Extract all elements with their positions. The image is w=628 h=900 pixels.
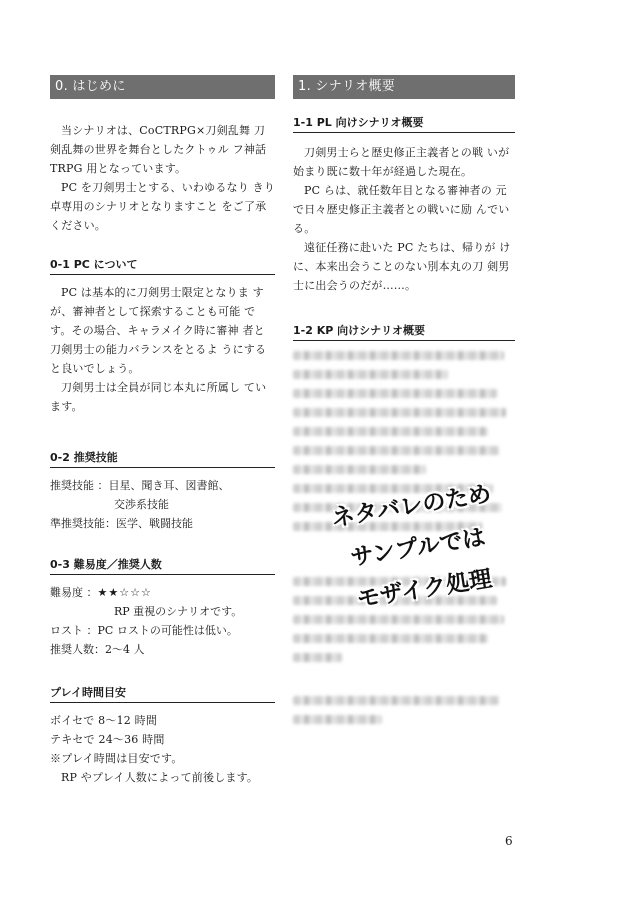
star-rating: ★★☆☆☆	[97, 586, 152, 599]
def-term: 準推奨技能：	[50, 517, 116, 530]
def-value: 2～4 人	[105, 643, 145, 656]
stamp-line: ネタバレのため	[329, 481, 493, 532]
def-value: 目星、聞き耳、図書館、	[108, 479, 230, 492]
def-term: 推奨技能 ：	[50, 479, 109, 492]
subheading-kp: 1-2 KP 向けシナリオ概要	[293, 323, 515, 341]
pl-paragraph: 遠征任務に赴いた PC たちは、帰りが けに、本来出会うことのない別本丸の刀 剣男士に出会うのだが……。	[293, 241, 511, 292]
section-heading-overview: 1. シナリオ概要	[293, 75, 515, 99]
subheading-difficulty: 0-3 難易度／推奨人数	[50, 557, 275, 575]
subheading-pl: 1-1 PL 向けシナリオ概要	[293, 115, 515, 133]
playtime-line: RP やプレイ人数によって前後します。	[61, 771, 259, 784]
subheading-pc: 0-1 PC について	[50, 257, 275, 275]
right-column	[293, 75, 515, 734]
def-term: 難易度 ：	[50, 586, 98, 599]
intro-paragraph: 当シナリオは、CoCTRPG×刀剣乱舞 刀剣乱舞の世界を舞台としたクトゥル フ神話 TRPG 用となっています。	[50, 124, 267, 175]
def-value: 医学、戦闘技能	[116, 517, 193, 530]
subheading-playtime: プレイ時間目安	[50, 685, 275, 703]
playtime-line: ※プレイ時間は目安です。	[50, 752, 183, 765]
def-continuation: RP 重視のシナリオです。	[114, 605, 243, 618]
difficulty-row	[50, 621, 275, 640]
skills-row	[50, 476, 275, 495]
pl-paragraph: PC らは、就任数年目となる審神者の 元で日々歴史修正主義者との戦いに励 んでいる。	[293, 184, 510, 235]
pl-paragraph: 刀剣男士らと歴史修正主義者との戦 いが始まり既に数十年が経過した現在。	[293, 146, 510, 178]
def-value: PC ロストの可能性は低い。	[97, 624, 238, 637]
section-heading-intro: 0. はじめに	[50, 75, 275, 99]
pc-paragraph: 刀剣男士は全員が同じ本丸に所属し ています。	[50, 381, 267, 413]
difficulty-row	[50, 583, 275, 602]
difficulty-row	[50, 640, 275, 659]
intro-paragraph: PC を刀剣男士とする、いわゆるなり きり卓専用のシナリオとなりますこと をご了承ください。	[50, 181, 276, 232]
left-column	[50, 75, 275, 787]
pc-paragraph: PC は基本的に刀剣男士限定となりま すが、審神者として探索することも可能 です。その場合、キャラメイク時に審神 者と刀剣男士の能力バランスをとるよ うにすると良いでしょう。	[50, 286, 267, 375]
stamp-line: モザイク処理	[355, 566, 494, 613]
def-term: 推奨人数：	[50, 643, 105, 656]
page-number: 6	[505, 834, 513, 848]
def-term: ロスト ：	[50, 624, 98, 637]
stamp-line: サンプルでは	[348, 524, 488, 572]
subheading-skills: 0-2 推奨技能	[50, 450, 275, 468]
skills-row	[50, 514, 275, 533]
def-continuation: 交渉系技能	[114, 498, 169, 511]
playtime-line: テキセで 24～36 時間	[50, 733, 165, 746]
playtime-line: ボイセで 8～12 時間	[50, 714, 158, 727]
